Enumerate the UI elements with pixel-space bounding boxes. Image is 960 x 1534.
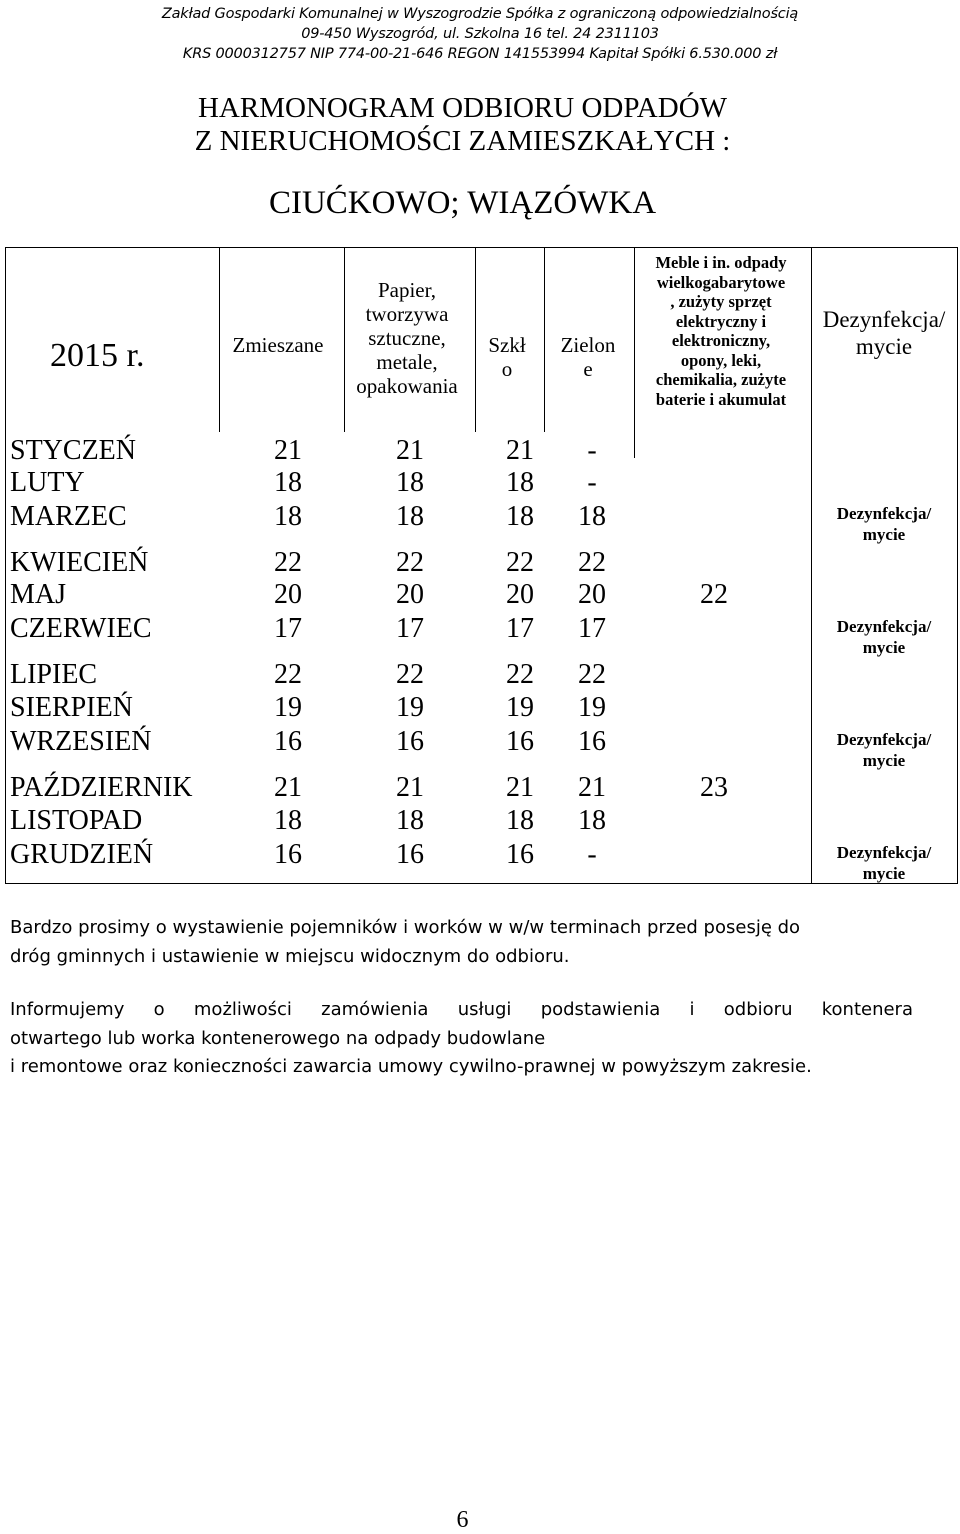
paper-date: 16 (396, 839, 424, 870)
paper-date: 21 (396, 435, 424, 466)
glass-date: 18 (506, 501, 534, 532)
header-mixed: Zmieszane (232, 333, 324, 357)
disinfection-entry: Dezynfekcja/ mycie (836, 730, 932, 770)
paper-date: 20 (396, 579, 424, 610)
paper-date: 16 (396, 726, 424, 757)
paper-date: 22 (396, 547, 424, 578)
company-address: 09-450 Wyszogród, ul. Szkolna 16 tel. 24 2311103 (301, 26, 659, 42)
notice-paragraph-containers: Bardzo prosimy o wystawienie pojemników i worków w w/w terminach przed posesję do dróg gminnych i ustawienie w miejscu widocznym do odbioru. (10, 917, 801, 967)
disinfection-entry: Dezynfekcja/ mycie (836, 617, 932, 657)
month-name: LIPIEC (10, 659, 98, 690)
green-date: 20 (578, 579, 606, 610)
mixed-date: 21 (274, 772, 302, 803)
mixed-date: 16 (274, 839, 302, 870)
green-date: 22 (578, 547, 606, 578)
month-name: LISTOPAD (10, 805, 143, 836)
green-date: 22 (578, 659, 606, 690)
green-date: 18 (578, 805, 606, 836)
header-bulky-waste: Meble i in. odpady wielkogabarytowe , zużyty sprzęt elektryczny i elektroniczny, opony, leki, chemikalia, zużyte baterie i akumulat (655, 253, 787, 409)
month-name: WRZESIEŃ (10, 726, 152, 757)
paper-date: 22 (396, 659, 424, 690)
paper-date: 21 (396, 772, 424, 803)
month-name: PAŹDZIERNIK (10, 772, 193, 803)
header-green: Zielon e (560, 333, 616, 381)
mixed-date: 20 (274, 579, 302, 610)
bulky-date: 22 (700, 579, 728, 610)
glass-date: 22 (506, 659, 534, 690)
green-date: 18 (578, 501, 606, 532)
document-title-line1: HARMONOGRAM ODBIORU ODPADÓW (197, 92, 728, 124)
glass-date: 22 (506, 547, 534, 578)
month-name: SIERPIEŃ (10, 692, 133, 723)
mixed-date: 22 (274, 659, 302, 690)
mixed-date: 18 (274, 805, 302, 836)
mixed-date: 17 (274, 613, 302, 644)
green-date: 21 (578, 772, 606, 803)
company-name: Zakład Gospodarki Komunalnej w Wyszogrodzie Spółka z ograniczoną odpowiedzialnością (161, 6, 799, 22)
glass-date: 16 (506, 726, 534, 757)
disinfection-entry: Dezynfekcja/ mycie (836, 843, 932, 883)
glass-date: 18 (506, 805, 534, 836)
bulky-date: 23 (700, 772, 728, 803)
mixed-date: 18 (274, 501, 302, 532)
document-title-line2: Z NIERUCHOMOŚCI ZAMIESZKAŁYCH : (194, 125, 731, 157)
year-label: 2015 r. (50, 337, 145, 374)
glass-date: 17 (506, 613, 534, 644)
company-registration: KRS 0000312757 NIP 774-00-21-646 REGON 141553994 Kapitał Spółki 6.530.000 zł (182, 46, 778, 62)
green-date: 17 (578, 613, 606, 644)
mixed-date: 16 (274, 726, 302, 757)
green-date: - (587, 435, 597, 466)
green-date: 16 (578, 726, 606, 757)
mixed-date: 19 (274, 692, 302, 723)
month-name: STYCZEŃ (10, 435, 136, 466)
month-name: KWIECIEŃ (10, 547, 149, 578)
notice-paragraph-containers-order: Informujemy o możliwości zamówienia usługi podstawienia i odbioru kontenera otwartego lub worka kontenerowego na odpady budowlane i remontowe oraz konieczności zawarcia umowy cywilno-prawnej w powyższym zakresie. (10, 999, 913, 1077)
month-name: LUTY (10, 467, 85, 498)
header-paper: Papier, tworzywa sztuczne, metale, opakowania (356, 278, 458, 398)
locality-title: CIUĆKOWO; WIĄZÓWKA (268, 185, 657, 221)
glass-date: 19 (506, 692, 534, 723)
paper-date: 18 (396, 467, 424, 498)
page-number: 6 (456, 1507, 469, 1533)
header-glass: Szkł o (488, 333, 526, 381)
month-name: MARZEC (10, 501, 127, 532)
glass-date: 18 (506, 467, 534, 498)
green-date: 19 (578, 692, 606, 723)
month-name: GRUDZIEŃ (10, 839, 154, 870)
month-name: MAJ (10, 579, 67, 610)
green-date: - (587, 839, 597, 870)
glass-date: 16 (506, 839, 534, 870)
green-date: - (587, 467, 597, 498)
mixed-date: 22 (274, 547, 302, 578)
paper-date: 19 (396, 692, 424, 723)
paper-date: 17 (396, 613, 424, 644)
paper-date: 18 (396, 501, 424, 532)
glass-date: 21 (506, 435, 534, 466)
header-disinfection: Dezynfekcja/ mycie (822, 307, 946, 359)
disinfection-entry: Dezynfekcja/ mycie (836, 504, 932, 544)
mixed-date: 21 (274, 435, 302, 466)
glass-date: 20 (506, 579, 534, 610)
mixed-date: 18 (274, 467, 302, 498)
month-name: CZERWIEC (10, 613, 152, 644)
glass-date: 21 (506, 772, 534, 803)
paper-date: 18 (396, 805, 424, 836)
